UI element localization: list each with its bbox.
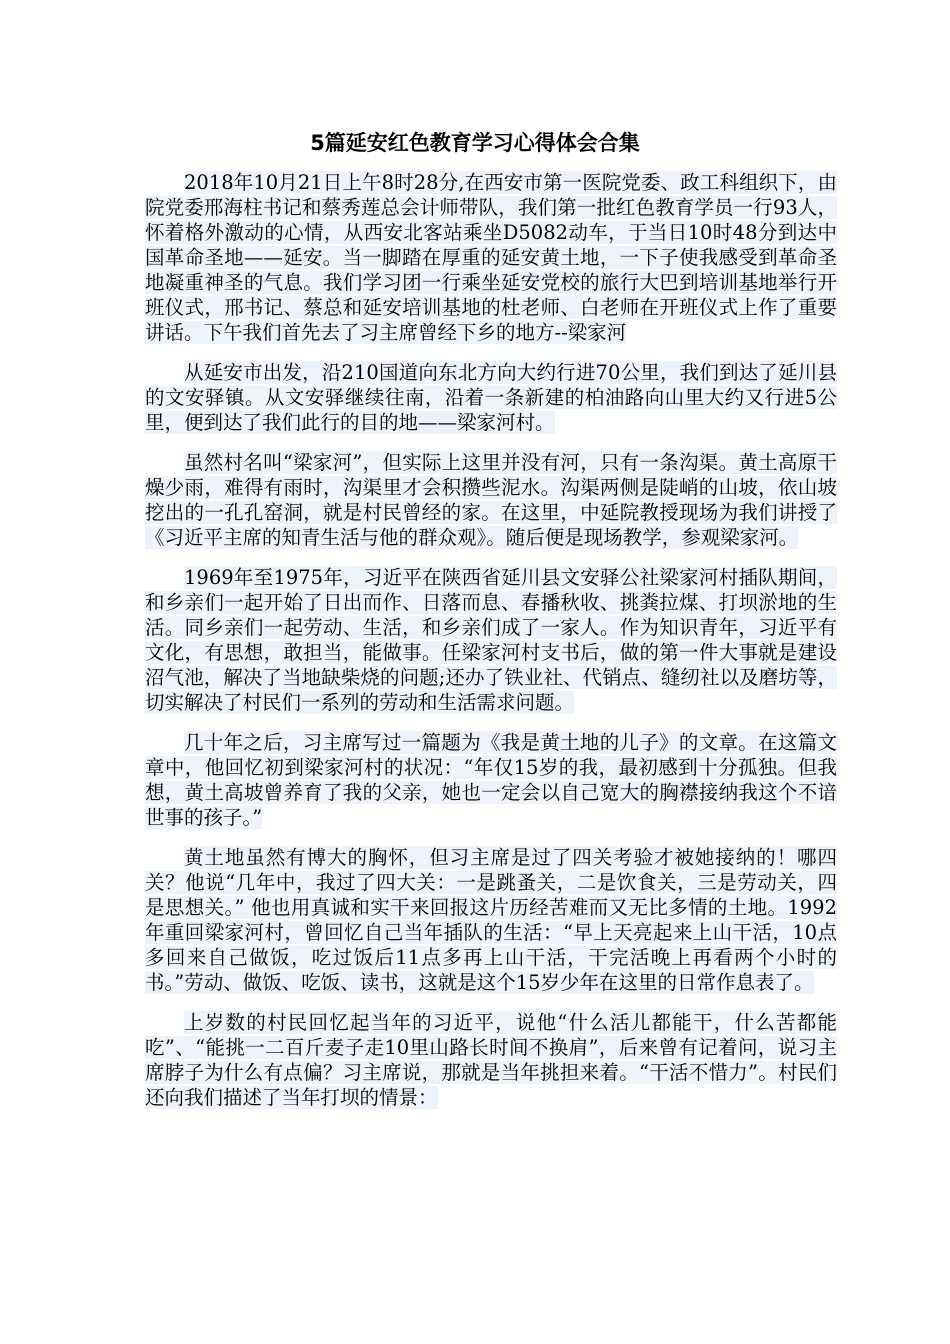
paragraph-3 <box>145 450 837 550</box>
paragraph-4-text: 1969年至1975年，习近平在陕西省延川县文安驿公社梁家河村插队期间，和乡亲们一起开始了日出而作、日落而息、春播秋收、挑粪拉煤、打坝淤地的生活。同乡亲们一起劳动、生活，和乡亲们成了一家人。作为知识青年，习近平有文化，有思想，敢担当，能做事。任梁家河村支书后，做的第一件大事就是建设沼气池，解决了当地缺柴烧的问题;还办了铁业社、代销点、缝纫社以及磨坊等，切实解决了村民们一系列的劳动和生活需求问题。 <box>145 566 837 714</box>
document-title: 5篇延安红色教育学习心得体会合集 <box>310 131 640 155</box>
paragraph-5 <box>145 730 837 830</box>
paragraph-2-text: 从延安市出发，沿210国道向东北方向大约行进70公里，我们到达了延川县的文安驿镇。从文安驿继续往南，沿着一条新建的柏油路向山里大约又行进5公里，便到达了我们此行的目的地——梁家河村。 <box>145 361 837 434</box>
paragraph-1 <box>145 170 837 345</box>
paragraph-3-text: 虽然村名叫“梁家河”，但实际上这里并没有河，只有一条沟渠。黄土高原干燥少雨，难得有雨时，沟渠里才会积攒些泥水。沟渠两侧是陡峭的山坡，依山坡挖出的一孔孔窑洞，就是村民曾经的家。在这里，中延院教授现场为我们讲授了《习近平主席的知青生活与他的群众观》。随后便是现场教学，参观梁家河。 <box>145 451 837 549</box>
paragraph-6 <box>145 845 837 995</box>
paragraph-7 <box>145 1010 837 1110</box>
paragraph-4 <box>145 565 837 715</box>
paragraph-6-text: 黄土地虽然有博大的胸怀，但习主席是过了四关考验才被她接纳的！哪四关？他说“几年中，我过了四大关：一是跳蚤关，二是饮食关，三是劳动关，四是思想关。” 他也用真诚和实干来回报这片历经苦难而又无比多情的土地。1992年重回梁家河村，曾回忆自己当年插队的生活：“早上天亮起来上山干活，10点多回来自己做饭，吃过饭后11点多再上山干活，干完活晚上再看两个小时的书。”劳动、做饭、吃饭、读书，这就是这个15岁少年在这里的日常作息表了。 <box>145 846 837 994</box>
paragraph-7-text: 上岁数的村民回忆起当年的习近平，说他“什么活儿都能干，什么苦都能吃”、“能挑一二百斤麦子走10里山路长时间不换肩”，后来曾有记着问，说习主席脖子为什么有点偏？习主席说，那就是当年挑担来着。“干活不惜力”。村民们还向我们描述了当年打坝的情景： <box>145 1011 837 1109</box>
paragraph-1-text: 2018年10月21日上午8时28分,在西安市第一医院党委、政工科组织下，由院党委邢海柱书记和蔡秀莲总会计师带队，我们第一批红色教育学员一行93人，怀着格外激动的心情，从西安北客站乘坐D5082动车，于当日10时48分到达中国革命圣地——延安。当一脚踏在厚重的延安黄土地，一下子使我感受到革命圣地凝重神圣的气息。我们学习团一行乘坐延安党校的旅行大巴到培训基地举行开班仪式，邢书记、蔡总和延安培训基地的杜老师、白老师在开班仪式上作了重要讲话。下午我们首先去了习主席曾经下乡的地方--梁家河 <box>145 171 837 344</box>
paragraph-5-text: 几十年之后，习主席写过一篇题为《我是黄土地的儿子》的文章。在这篇文章中，他回忆初到梁家河村的状况：“年仅15岁的我，最初感到十分孤独。但我想，黄土高坡曾养育了我的父亲，她也一定会以自己宽大的胸襟接纳我这个不谙世事的孩子。” <box>145 731 837 829</box>
paragraph-2 <box>145 360 837 435</box>
document-body <box>145 170 837 1125</box>
